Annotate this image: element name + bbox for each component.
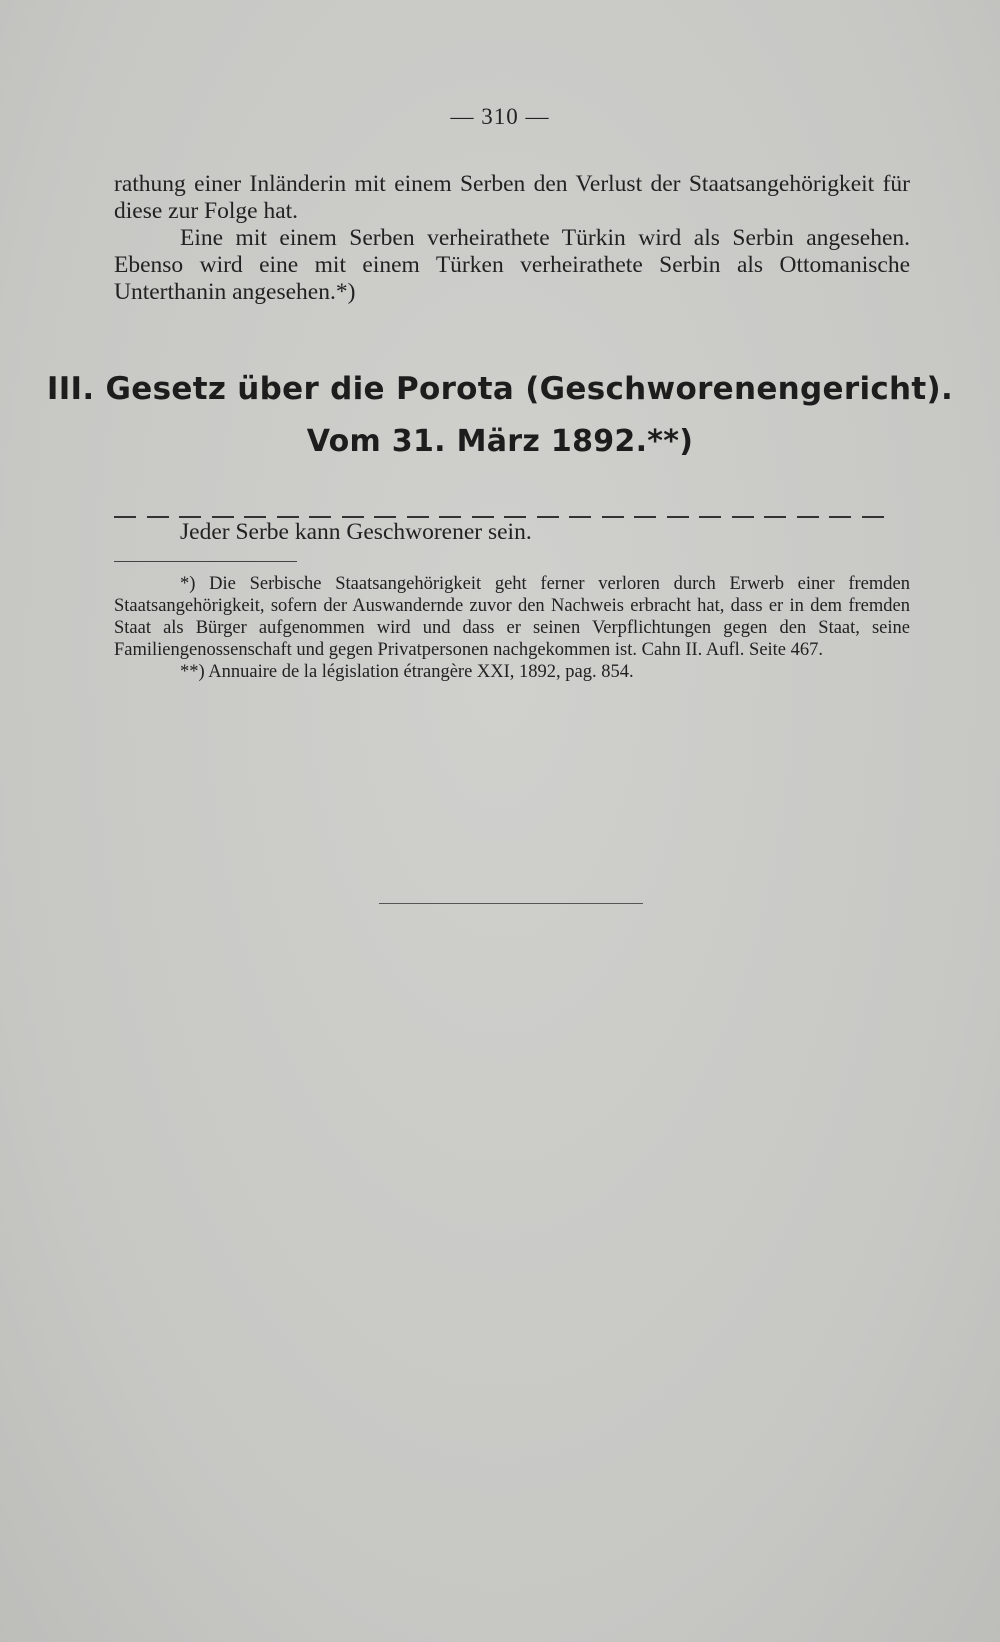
dash-segment [602, 516, 624, 518]
dash-segment [114, 516, 136, 518]
page-number: — 310 — [450, 104, 550, 129]
dash-segment [374, 516, 396, 518]
end-rule [379, 903, 643, 904]
dash-segment [634, 516, 656, 518]
dash-segment [829, 516, 851, 518]
dash-segment [504, 516, 526, 518]
paragraph-continuation: rathung einer Inländerin mit einem Serben den Verlust der Staatsangehörigkeit für diese zur Folge hat. [114, 171, 910, 224]
dash-segment [147, 516, 169, 518]
dash-segment [764, 516, 786, 518]
dash-segment [862, 516, 884, 518]
dash-segment [699, 516, 721, 518]
dash-segment [309, 516, 331, 518]
footnotes [114, 573, 910, 683]
dash-segment [244, 516, 266, 518]
dash-segment [732, 516, 754, 518]
dash-segment [277, 516, 299, 518]
dash-segment [342, 516, 364, 518]
dash-segment [667, 516, 689, 518]
dash-segment [537, 516, 559, 518]
dash-segment [407, 516, 429, 518]
dash-segment [797, 516, 819, 518]
statement-line: Jeder Serbe kann Geschworener sein. [180, 519, 532, 545]
dash-segment [472, 516, 494, 518]
section-heading: III. Gesetz über die Porota (Geschworenengericht). [46, 371, 954, 407]
dash-segment [179, 516, 201, 518]
dash-segment [569, 516, 591, 518]
paragraph-marriage: Eine mit einem Serben verheirathete Türkin wird als Serbin angesehen. Ebenso wird eine mit einem Türken verheirathete Serbin als Ottomanische Unterthanin angesehen.*) [114, 225, 910, 305]
section-date: Vom 31. März 1892.**) [306, 424, 694, 459]
dash-segment [439, 516, 461, 518]
dash-segment [212, 516, 234, 518]
footnote-2: **) Annuaire de la législation étrangère XXI, 1892, pag. 854. [180, 662, 634, 682]
footnote-divider [114, 561, 297, 562]
footnote-1: *) Die Serbische Staatsangehörigkeit geht ferner verloren durch Erwerb einer fremden Staatsangehörigkeit, sofern der Auswandernde zuvor den Nachweis erbracht hat, dass er in dem fremden Staat als Bürger aufgenommen wird und dass er seinen Verpflichtungen gegen den Staat, seine Familiengenossenschaft und gegen Privatpersonen nachgekommen ist. Cahn II. Aufl. Seite 467. [114, 574, 910, 660]
